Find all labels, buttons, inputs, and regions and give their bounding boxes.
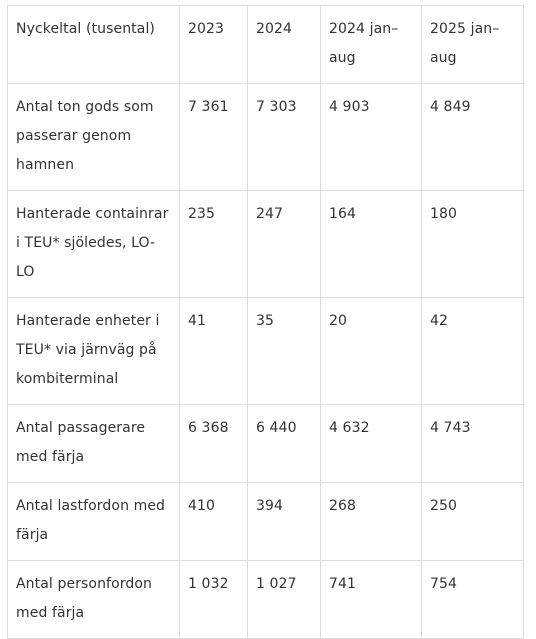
table-cell: 754 bbox=[422, 561, 524, 639]
row-label: Antal lastfordon med färja bbox=[8, 483, 180, 561]
table-row bbox=[8, 84, 524, 191]
table-cell: 4 632 bbox=[321, 405, 422, 483]
table-cell: 410 bbox=[180, 483, 248, 561]
table-row bbox=[8, 298, 524, 405]
table-header-row bbox=[8, 6, 524, 84]
header-cell-2025-jan-aug: 2025 jan–aug bbox=[422, 6, 524, 84]
row-label: Hanterade containrar i TEU* sjöledes, LO-LO bbox=[8, 191, 180, 298]
table-cell: 164 bbox=[321, 191, 422, 298]
table-cell: 268 bbox=[321, 483, 422, 561]
row-label: Antal ton gods som passerar genom hamnen bbox=[8, 84, 180, 191]
header-cell-2023: 2023 bbox=[180, 6, 248, 84]
table-cell: 250 bbox=[422, 483, 524, 561]
table-cell: 4 743 bbox=[422, 405, 524, 483]
top-edge bbox=[0, 0, 536, 4]
table-cell: 20 bbox=[321, 298, 422, 405]
table-row bbox=[8, 405, 524, 483]
table-cell: 394 bbox=[248, 483, 321, 561]
table-cell: 4 903 bbox=[321, 84, 422, 191]
table-cell: 235 bbox=[180, 191, 248, 298]
table-cell: 6 368 bbox=[180, 405, 248, 483]
table-cell: 247 bbox=[248, 191, 321, 298]
table-cell: 4 849 bbox=[422, 84, 524, 191]
table-cell: 180 bbox=[422, 191, 524, 298]
table-cell: 41 bbox=[180, 298, 248, 405]
table-row bbox=[8, 191, 524, 298]
kpi-table bbox=[7, 5, 524, 639]
table-cell: 7 303 bbox=[248, 84, 321, 191]
table-cell: 6 440 bbox=[248, 405, 321, 483]
table-cell: 1 027 bbox=[248, 561, 321, 639]
table-cell: 741 bbox=[321, 561, 422, 639]
row-label: Antal passagerare med färja bbox=[8, 405, 180, 483]
header-cell-metric: Nyckeltal (tusental) bbox=[8, 6, 180, 84]
table-row bbox=[8, 483, 524, 561]
table-row bbox=[8, 561, 524, 639]
header-cell-2024-jan-aug: 2024 jan–aug bbox=[321, 6, 422, 84]
row-label: Antal personfordon med färja bbox=[8, 561, 180, 639]
table-cell: 35 bbox=[248, 298, 321, 405]
row-label: Hanterade enheter i TEU* via järnväg på kombiterminal bbox=[8, 298, 180, 405]
table-cell: 42 bbox=[422, 298, 524, 405]
header-cell-2024: 2024 bbox=[248, 6, 321, 84]
table-cell: 1 032 bbox=[180, 561, 248, 639]
table-cell: 7 361 bbox=[180, 84, 248, 191]
